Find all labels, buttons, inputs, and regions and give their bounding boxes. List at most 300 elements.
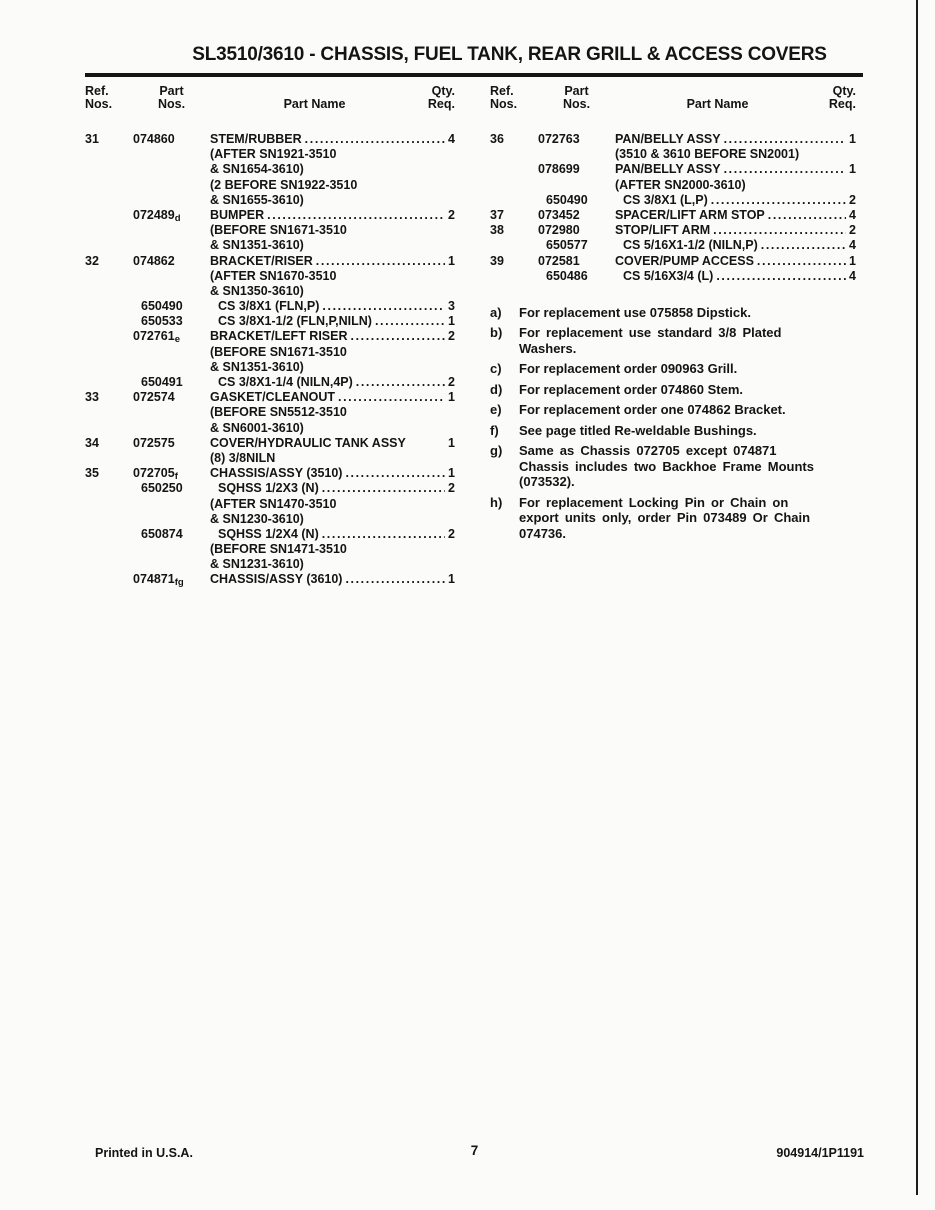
part-no <box>133 238 210 253</box>
table-row <box>490 223 856 238</box>
footnote-text <box>519 495 868 542</box>
part-no: $074871_{fg}$ <box>133 572 184 589</box>
qty-req: 1 <box>448 466 455 481</box>
part-no: $072489_d$ <box>133 207 181 224</box>
part-name: & SN1350-3610) <box>210 283 304 298</box>
part-name: (AFTER SN1470-3510 <box>210 496 337 511</box>
footnote-line: For replacement use standard 3/8 Plated <box>519 325 782 341</box>
footnote-text <box>519 382 868 398</box>
table-row <box>85 162 455 177</box>
dot-leader <box>322 481 445 496</box>
ref-no <box>85 360 133 375</box>
part-name: CS 5/16X3/4 (L) <box>623 268 714 283</box>
dot-leader <box>713 223 846 238</box>
ref-no <box>85 299 133 314</box>
part-name-cell <box>210 421 455 436</box>
footnote-key: g) <box>490 443 503 459</box>
table-header-left <box>85 83 455 111</box>
part-no: 650490 <box>141 299 183 314</box>
part-name: CHASSIS/ASSY (3610) <box>210 572 343 587</box>
part-no: 072581 <box>538 253 580 268</box>
footnote-line: export units only, order Pin 073489 Or Chain <box>519 510 811 526</box>
part-name-cell <box>210 451 455 466</box>
part-name-cell <box>615 162 856 177</box>
part-name: (BEFORE SN1471-3510 <box>210 542 347 557</box>
part-no <box>133 223 210 238</box>
part-no: $072705_f$ <box>133 466 178 483</box>
dot-leader <box>267 208 445 223</box>
table-row <box>85 572 455 587</box>
part-name-cell <box>210 284 455 299</box>
part-name: CS 3/8X1 (L,P) <box>623 192 708 207</box>
part-name: & SN1655-3610) <box>210 192 304 207</box>
table-row <box>85 375 455 390</box>
header-part-name: Part Name <box>283 97 346 111</box>
table-row <box>85 238 455 253</box>
part-no: 650490 <box>546 192 588 207</box>
ref-no <box>85 572 133 587</box>
part-name: & SN1231-3610) <box>210 557 304 572</box>
part-no <box>133 284 210 299</box>
table-row <box>85 436 455 451</box>
part-name: CS 3/8X1 (FLN,P) <box>218 299 320 314</box>
part-name-cell <box>615 238 856 253</box>
part-no: 650250 <box>141 481 183 496</box>
qty-req: 1 <box>849 132 856 146</box>
table-row <box>490 193 856 208</box>
part-name: COVER/HYDRAULIC TANK ASSY <box>210 435 406 450</box>
part-name: PAN/BELLY ASSY <box>615 132 721 146</box>
ref-no <box>490 162 538 177</box>
dot-leader <box>761 238 846 253</box>
ref-no <box>85 497 133 512</box>
table-row <box>85 132 455 147</box>
header-ref-nos: Ref. Nos. <box>490 84 518 111</box>
footnote-line: Chassis includes two Backhoe Frame Mounts <box>519 458 814 474</box>
ref-no <box>85 527 133 542</box>
header-part-name: Part Name <box>686 97 749 111</box>
footnote-line: For replacement order 090963 Grill. <box>519 361 738 377</box>
part-name: (AFTER SN1670-3510 <box>210 268 337 283</box>
part-name-cell <box>210 147 455 162</box>
part-no <box>538 147 615 162</box>
part-name-cell <box>615 132 856 147</box>
part-name: (3510 & 3610 BEFORE SN2001) <box>615 147 800 162</box>
part-no: 072980 <box>538 223 580 238</box>
ref-no <box>85 542 133 557</box>
part-name: STOP/LIFT ARM <box>615 223 711 238</box>
part-name: (BEFORE SN1671-3510 <box>210 223 347 238</box>
qty-req: 1 <box>849 253 856 268</box>
part-name: CS 3/8X1-1/4 (NILN,4P) <box>218 375 353 389</box>
part-name-cell <box>210 193 455 208</box>
part-name: & SN1351-3610) <box>210 238 304 253</box>
footnote-item <box>490 495 868 542</box>
footnote-item <box>490 361 868 377</box>
ref-no <box>85 512 133 527</box>
ref-no <box>85 329 133 344</box>
footnote-text <box>519 305 868 321</box>
part-no <box>133 360 210 375</box>
part-name-cell <box>210 132 455 147</box>
part-name-cell <box>615 178 856 193</box>
ref-no <box>85 451 133 466</box>
ref-no <box>85 238 133 253</box>
footnote-line: For replacement Locking Pin or Chain on <box>519 494 789 510</box>
part-no <box>133 269 210 284</box>
part-name-cell <box>210 466 455 481</box>
part-no: $072761_e$ <box>133 329 181 346</box>
part-name: BRACKET/RISER <box>210 253 313 268</box>
table-row <box>85 269 455 284</box>
part-no: 074862 <box>133 253 175 268</box>
footnote-item <box>490 402 868 418</box>
part-no-footnote-ref: f <box>174 471 178 483</box>
ref-no <box>85 405 133 420</box>
part-no: 650874 <box>141 526 183 541</box>
dot-leader <box>345 466 445 481</box>
part-name: BRACKET/LEFT RISER <box>210 329 348 344</box>
footnote-key: h) <box>490 494 503 510</box>
ref-no: 38 <box>490 223 504 238</box>
part-name: SPACER/LIFT ARM STOP <box>615 207 765 222</box>
part-name: (BEFORE SN1671-3510 <box>210 344 347 359</box>
part-no <box>133 512 210 527</box>
part-name: (8) 3/8NILN <box>210 450 276 465</box>
part-name-cell <box>615 147 856 162</box>
part-name-cell <box>210 497 455 512</box>
part-no <box>133 421 210 436</box>
dot-leader <box>757 254 846 269</box>
part-no <box>538 178 615 193</box>
table-row <box>85 284 455 299</box>
table-body-left <box>85 132 455 588</box>
page-number: 7 <box>470 1143 479 1158</box>
ref-no <box>85 314 133 329</box>
page-right-border <box>916 0 918 1195</box>
dot-leader <box>322 527 445 542</box>
page-content <box>85 44 864 588</box>
qty-req: 2 <box>849 192 856 207</box>
footnote-key: c) <box>490 361 502 377</box>
parts-table-right <box>490 83 856 588</box>
dot-leader <box>724 132 846 147</box>
table-row <box>85 254 455 269</box>
table-row <box>85 329 455 344</box>
part-name-cell <box>210 208 455 223</box>
table-row <box>490 162 856 177</box>
dot-leader <box>338 390 445 405</box>
footnotes-list <box>490 305 868 542</box>
footnote-line: 074736. <box>519 525 566 541</box>
qty-req: 1 <box>448 435 455 450</box>
part-name-cell <box>615 193 856 208</box>
part-name-cell <box>210 254 455 269</box>
footnote-text <box>519 402 868 418</box>
dot-leader <box>356 375 445 390</box>
footnote-item <box>490 325 868 356</box>
footnote-text <box>519 423 868 439</box>
part-name: CS 3/8X1-1/2 (FLN,P,NILN) <box>218 314 372 329</box>
part-name: GASKET/CLEANOUT <box>210 390 335 405</box>
footnote-line: For replacement order 074860 Stem. <box>519 381 743 397</box>
printed-in-usa-label: Printed in U.S.A. <box>95 1146 193 1160</box>
qty-req: 4 <box>448 132 455 146</box>
qty-req: 2 <box>448 207 455 222</box>
part-name-cell <box>210 299 455 314</box>
part-name-cell <box>210 436 455 451</box>
document-code: 904914/1P1191 <box>776 1146 864 1160</box>
table-row <box>490 147 856 162</box>
part-name: COVER/PUMP ACCESS <box>615 253 754 268</box>
ref-no <box>85 269 133 284</box>
table-row <box>85 542 455 557</box>
ref-no <box>85 375 133 390</box>
ref-no: 32 <box>85 253 99 268</box>
dot-leader <box>316 254 445 269</box>
footnote-line: See page titled Re-weldable Bushings. <box>519 422 757 438</box>
ref-no <box>85 421 133 436</box>
qty-req: 4 <box>849 207 856 222</box>
table-row <box>85 208 455 223</box>
part-name-cell <box>210 572 455 587</box>
dot-leader <box>322 299 445 314</box>
dot-leader <box>375 314 445 329</box>
header-ref-nos: Ref. Nos. <box>85 84 113 111</box>
ref-no <box>85 223 133 238</box>
table-row <box>85 345 455 360</box>
footnote-key: f) <box>490 422 499 438</box>
footnote-item <box>490 305 868 321</box>
part-name-cell <box>210 269 455 284</box>
part-no: 650533 <box>141 314 183 329</box>
part-no <box>133 497 210 512</box>
qty-req: 2 <box>448 481 455 496</box>
part-name-cell <box>210 360 455 375</box>
table-row <box>490 132 856 147</box>
qty-req: 3 <box>448 299 455 314</box>
parts-tables <box>85 83 864 588</box>
ref-no: 39 <box>490 253 504 268</box>
part-no: 650486 <box>546 268 588 283</box>
parts-table-left <box>85 83 455 588</box>
ref-no <box>490 238 538 253</box>
table-row <box>490 269 856 284</box>
footnote-line: Same as Chassis 072705 except 074871 <box>519 443 777 459</box>
part-name: CS 5/16X1-1/2 (NILN,P) <box>623 238 758 253</box>
part-name: & SN6001-3610) <box>210 420 304 435</box>
footnote-text <box>519 361 868 377</box>
footnote-key: d) <box>490 381 503 397</box>
qty-req: 2 <box>448 375 455 389</box>
ref-no <box>85 284 133 299</box>
table-row <box>85 451 455 466</box>
table-row <box>490 208 856 223</box>
part-name: (AFTER SN2000-3610) <box>615 177 746 192</box>
dot-leader <box>711 193 846 208</box>
table-row <box>85 557 455 572</box>
dot-leader <box>351 329 446 344</box>
column-gap <box>455 83 490 588</box>
qty-req: 1 <box>448 253 455 268</box>
header-qty-req: Qty. Req. <box>427 84 455 111</box>
part-name-cell <box>210 481 455 496</box>
part-no <box>133 557 210 572</box>
footnote-key: e) <box>490 402 502 418</box>
ref-no: 33 <box>85 390 99 405</box>
part-no: 650577 <box>546 238 588 253</box>
table-row <box>85 193 455 208</box>
part-no <box>133 542 210 557</box>
part-name: SQHSS 1/2X3 (N) <box>218 481 319 496</box>
dot-leader <box>305 132 445 147</box>
ref-no <box>85 208 133 223</box>
qty-req: 4 <box>849 268 856 283</box>
ref-no <box>490 178 538 193</box>
qty-req: 2 <box>448 329 455 344</box>
part-no <box>133 178 210 193</box>
part-name: & SN1230-3610) <box>210 511 304 526</box>
part-name: & SN1654-3610) <box>210 162 304 177</box>
footnote-item <box>490 423 868 439</box>
table-row <box>490 238 856 253</box>
part-name: (BEFORE SN5512-3510 <box>210 405 347 420</box>
part-no <box>133 451 210 466</box>
part-name: BUMPER <box>210 207 265 222</box>
footnote-line: (073532). <box>519 474 575 490</box>
qty-req: 1 <box>849 162 856 177</box>
footnote-item <box>490 382 868 398</box>
part-name-cell <box>210 542 455 557</box>
table-body-right <box>490 132 856 284</box>
part-name-cell <box>210 314 455 329</box>
footnote-text <box>519 443 868 490</box>
part-name: CHASSIS/ASSY (3510) <box>210 466 343 481</box>
part-name-cell <box>210 178 455 193</box>
part-name-cell <box>210 405 455 420</box>
part-name-cell <box>210 390 455 405</box>
part-no <box>133 345 210 360</box>
table-row <box>85 178 455 193</box>
part-name-cell <box>210 162 455 177</box>
dot-leader <box>345 572 445 587</box>
part-name: SQHSS 1/2X4 (N) <box>218 526 319 541</box>
part-no: 078699 <box>538 162 580 177</box>
part-no: 072575 <box>133 435 175 450</box>
part-no: 650491 <box>141 375 183 389</box>
table-row <box>85 299 455 314</box>
part-name-cell <box>615 208 856 223</box>
ref-no <box>490 193 538 208</box>
table-row <box>85 466 455 481</box>
part-name: PAN/BELLY ASSY <box>615 162 721 177</box>
table-row <box>85 390 455 405</box>
ref-no <box>85 178 133 193</box>
table-row <box>85 314 455 329</box>
title-divider <box>85 73 863 77</box>
ref-no <box>490 269 538 284</box>
header-part-nos: Part Nos. <box>157 84 186 111</box>
part-no: 073452 <box>538 207 580 222</box>
ref-no: 36 <box>490 132 504 146</box>
ref-no: 31 <box>85 132 99 146</box>
part-no <box>133 162 210 177</box>
table-row <box>85 527 455 542</box>
dot-leader <box>409 436 445 451</box>
table-row <box>85 421 455 436</box>
footnote-line: For replacement order one 074862 Bracket. <box>519 402 786 418</box>
footnote-key: b) <box>490 325 503 341</box>
part-name: & SN1351-3610) <box>210 359 304 374</box>
qty-req: 1 <box>448 390 455 405</box>
table-row <box>85 147 455 162</box>
qty-req: 4 <box>849 238 856 253</box>
footnote-item <box>490 443 868 490</box>
header-part-nos: Part Nos. <box>562 84 591 111</box>
qty-req: 2 <box>448 526 455 541</box>
part-no-footnote-ref: d <box>174 212 181 224</box>
dot-leader <box>768 208 846 223</box>
ref-no: 35 <box>85 466 99 481</box>
ref-no <box>85 193 133 208</box>
part-name: (AFTER SN1921-3510 <box>210 147 337 162</box>
ref-no: 34 <box>85 435 99 450</box>
dot-leader <box>716 269 846 284</box>
page-footer <box>85 1143 864 1162</box>
table-row <box>490 254 856 269</box>
part-no <box>133 405 210 420</box>
footnote-key: a) <box>490 304 502 320</box>
part-no-footnote-ref: fg <box>174 577 184 589</box>
table-row <box>85 360 455 375</box>
part-name-cell <box>210 375 455 390</box>
ref-no <box>85 557 133 572</box>
qty-req: 1 <box>448 314 455 329</box>
ref-no <box>85 481 133 496</box>
header-qty-req: Qty. Req. <box>828 84 856 111</box>
table-row <box>85 512 455 527</box>
part-no: 074860 <box>133 132 175 146</box>
part-name-cell <box>210 512 455 527</box>
part-name-cell <box>210 329 455 344</box>
table-row <box>490 178 856 193</box>
part-name-cell <box>210 557 455 572</box>
part-name-cell <box>615 254 856 269</box>
footnote-text <box>519 325 868 356</box>
part-name-cell <box>615 269 856 284</box>
qty-req: 2 <box>849 223 856 238</box>
ref-no <box>85 162 133 177</box>
part-name-cell <box>615 223 856 238</box>
table-row <box>85 497 455 512</box>
dot-leader <box>724 162 846 177</box>
page-title: SL3510/3610 - CHASSIS, FUEL TANK, REAR GRILL & ACCESS COVERS <box>192 44 827 65</box>
footnote-line: Washers. <box>519 340 577 356</box>
part-name-cell <box>210 527 455 542</box>
part-name: STEM/RUBBER <box>210 132 302 146</box>
part-no: 072763 <box>538 132 580 146</box>
table-row <box>85 405 455 420</box>
part-no <box>133 147 210 162</box>
part-name-cell <box>210 238 455 253</box>
ref-no: 37 <box>490 207 504 222</box>
ref-no <box>85 147 133 162</box>
part-no: 072574 <box>133 390 175 405</box>
part-name: (2 BEFORE SN1922-3510 <box>210 177 358 192</box>
table-header-right <box>490 83 856 111</box>
part-name-cell <box>210 345 455 360</box>
part-no-footnote-ref: e <box>174 334 181 346</box>
